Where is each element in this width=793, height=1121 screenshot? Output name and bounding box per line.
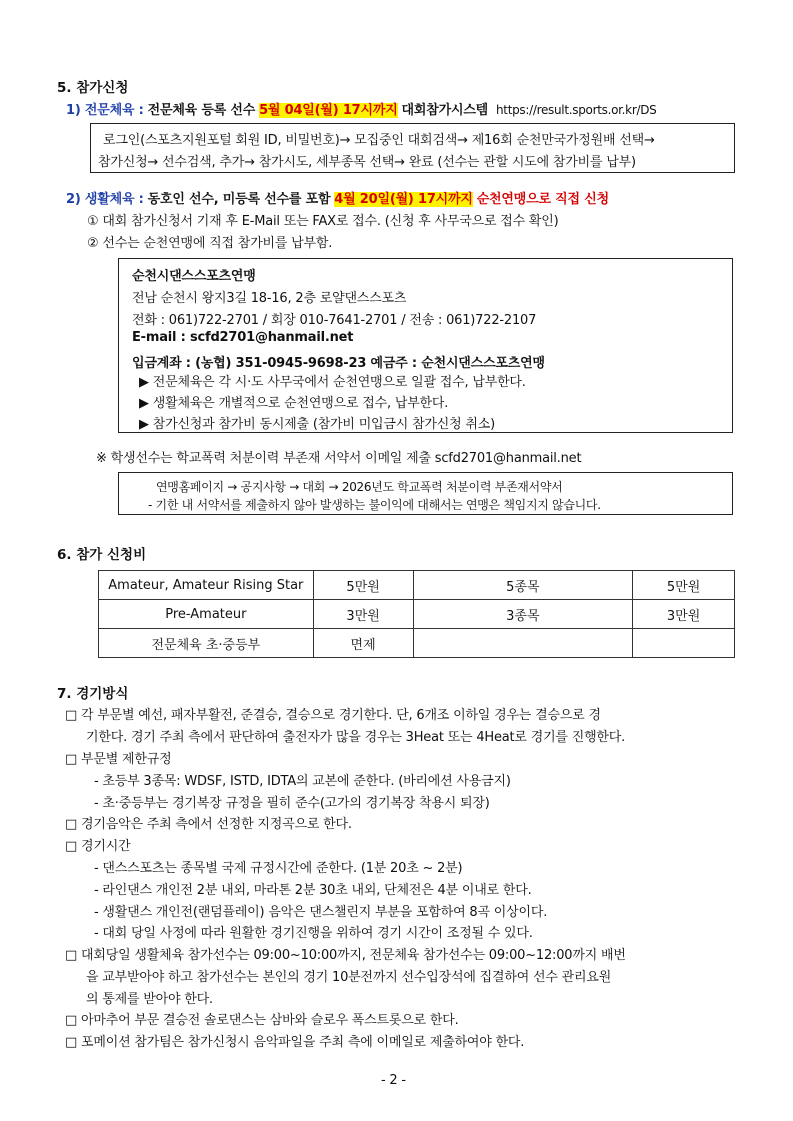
contact-account: 입금계좌 : (농협) 351-0945-9698-23 예금주 : 순천시댄스스포츠연맹 <box>132 356 545 371</box>
table-cell: 3만원 <box>313 600 413 629</box>
rule-line: 의 통제를 받아야 한다. <box>86 992 213 1007</box>
contact-email: E-mail : scfd2701@hanmail.net <box>132 330 354 345</box>
table-cell: Amateur, Amateur Rising Star <box>99 571 314 600</box>
contact-bullet-1: ▶ 전문체육은 각 시·도 사무국에서 순천연맹으로 일괄 접수, 납부한다. <box>139 375 526 390</box>
table-cell: 전문체육 초·중등부 <box>99 629 314 658</box>
rule-line: - 초·중등부는 경기복장 규정을 필히 준수(고가의 경기복장 착용시 퇴장) <box>94 796 490 811</box>
rule-line: □ 포메이션 참가팀은 참가신청시 음악파일을 주최 측에 이메일로 제출하여야 한다. <box>65 1035 525 1050</box>
table-cell: 면제 <box>313 629 413 658</box>
box2-line-2: - 기한 내 서약서를 제출하지 않아 발생하는 불이익에 대해서는 연맹은 책임지지 않습니다. <box>148 498 601 512</box>
item1-text-b: 대회참가시스템 <box>401 103 489 118</box>
box1-line-1: 로그인(스포츠지원포털 회원 ID, 비밀번호)→ 모집중인 대회검색→ 제16회 순천만국가정원배 선택→ <box>103 133 655 148</box>
rule-line: 을 교부받아야 하고 참가선수는 본인의 경기 10분전까지 선수입장석에 집결하여 선수 관리요원 <box>86 970 612 985</box>
rule-line: 기한다. 경기 주최 측에서 판단하여 출전자가 많을 경우는 3Heat 또는 4Heat로 경기를 진행한다. <box>86 730 626 745</box>
table-row <box>99 571 735 600</box>
table-cell: 5만원 <box>633 571 735 600</box>
contact-address: 전남 순천시 왕지3길 18-16, 2층 로얄댄스스포츠 <box>132 291 407 306</box>
contact-bullet-2: ▶ 생활체육은 개별적으로 순천연맹으로 접수, 납부한다. <box>139 396 449 411</box>
contact-box <box>118 258 733 433</box>
table-cell <box>633 629 735 658</box>
item2-deadline: 4월 20일(월) 17시까지 <box>334 192 473 207</box>
item1-text-a: 전문체육 등록 선수 <box>147 103 256 118</box>
pledge-box <box>118 472 733 515</box>
registration-steps-box <box>90 123 735 173</box>
item2-line <box>66 188 609 207</box>
rule-line: □ 각 부문별 예선, 패자부활전, 준결승, 결승으로 경기한다. 단, 6개조 이하일 경우는 결승으로 경 <box>65 708 601 723</box>
table-cell: 5종목 <box>413 571 633 600</box>
rule-line: □ 대회당일 생활체육 참가선수는 09:00~10:00까지, 전문체육 참가선수는 09:00~12:00까지 배번 <box>65 948 626 963</box>
rule-line: □ 경기시간 <box>65 839 131 854</box>
table-cell: 3종목 <box>413 600 633 629</box>
student-note: ※ 학생선수는 학교폭력 처분이력 부존재 서약서 이메일 제출 scfd2701@hanmail.net <box>96 451 582 466</box>
item2-label: 2) 생활체육 : <box>66 192 144 207</box>
fee-table <box>98 570 735 658</box>
item2-sub-1: ① 대회 참가신청서 기재 후 E-Mail 또는 FAX로 접수. (신청 후 사무국으로 접수 확인) <box>87 214 559 229</box>
table-cell: 5만원 <box>313 571 413 600</box>
table-row <box>99 629 735 658</box>
section5-heading: 5. 참가신청 <box>57 80 129 96</box>
item2-text-a: 동호인 선수, 미등록 선수를 포함 <box>147 192 331 207</box>
box1-line-2: 참가신청→ 선수검색, 추가→ 참가시도, 세부종목 선택→ 완료 (선수는 관할 시도에 참가비를 납부) <box>98 155 636 170</box>
table-cell <box>413 629 633 658</box>
rule-line: - 대회 당일 사정에 따라 원활한 경기진행을 위하여 경기 시간이 조정될 수 있다. <box>94 926 533 941</box>
item2-sub-2: ② 선수는 순천연맹에 직접 참가비를 납부함. <box>87 236 333 251</box>
rule-line: - 댄스스포츠는 종목별 국제 규정시간에 준한다. (1분 20초 ~ 2분) <box>94 861 463 876</box>
rule-line: - 라인댄스 개인전 2분 내외, 마라톤 2분 30초 내외, 단체전은 4분 이내로 한다. <box>94 883 532 898</box>
rule-line: - 초등부 3종목: WDSF, ISTD, IDTA의 교본에 준한다. (바리에션 사용금지) <box>94 774 511 789</box>
contact-phone: 전화 : 061)722-2701 / 회장 010-7641-2701 / 전송 : 061)722-2107 <box>132 313 537 328</box>
rule-line: □ 부문별 제한규정 <box>65 752 172 767</box>
section7-heading: 7. 경기방식 <box>57 686 129 702</box>
section6-heading: 6. 참가 신청비 <box>57 547 147 563</box>
box2-line-1: 연맹홈페이지 → 공지사항 → 대회 → 2026년도 학교폭력 처분이력 부존재서약서 <box>156 480 563 494</box>
item1-label: 1) 전문체육 : <box>66 103 144 118</box>
rule-line: □ 경기음악은 주최 측에서 선정한 지정곡으로 한다. <box>65 817 352 832</box>
item1-url: https://result.sports.or.kr/DS <box>495 103 657 117</box>
contact-org: 순천시댄스스포츠연맹 <box>132 269 256 284</box>
item2-text-b: 순천연맹으로 직접 신청 <box>476 192 609 207</box>
item1-deadline: 5월 04일(월) 17시까지 <box>259 103 398 118</box>
rule-line: - 생활댄스 개인전(랜덤플레이) 음악은 댄스챌린지 부분을 포함하여 8곡 이상이다. <box>94 905 548 920</box>
page-number: - 2 - <box>381 1073 406 1088</box>
item1-line <box>66 99 656 118</box>
table-cell: Pre-Amateur <box>99 600 314 629</box>
contact-bullet-3: ▶ 참가신청과 참가비 동시제출 (참가비 미입금시 참가신청 취소) <box>139 417 496 432</box>
rule-line: □ 아마추어 부문 결승전 솔로댄스는 삼바와 슬로우 폭스트롯으로 한다. <box>65 1013 459 1028</box>
table-cell: 3만원 <box>633 600 735 629</box>
table-row <box>99 600 735 629</box>
